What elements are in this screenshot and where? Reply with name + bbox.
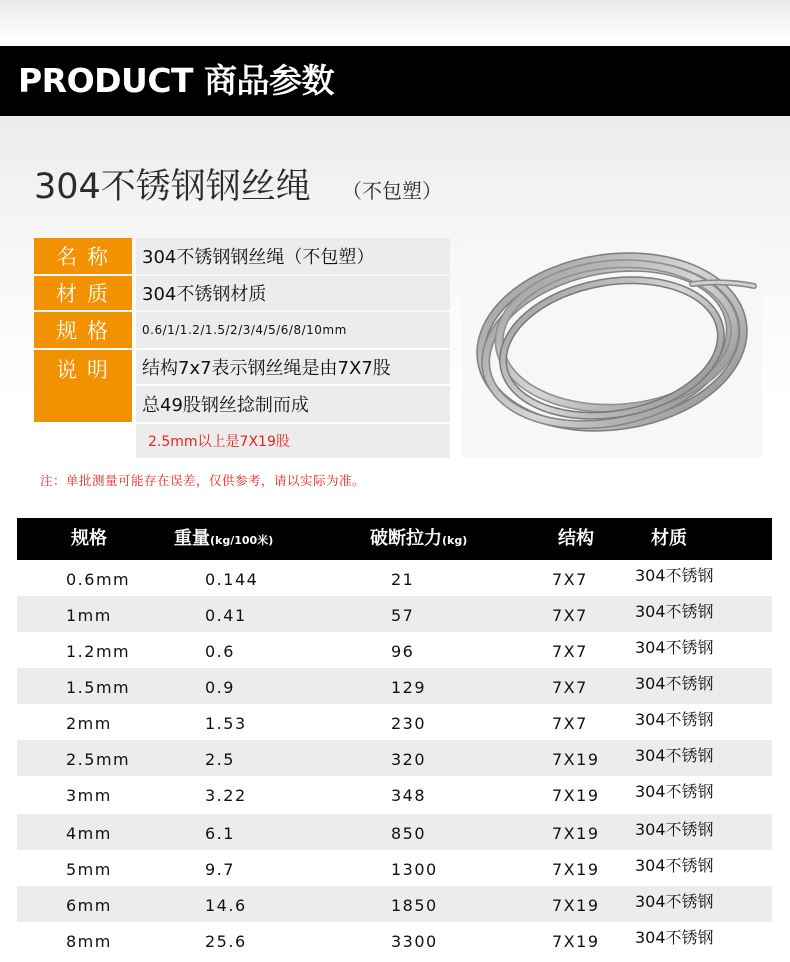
cell-spec: 1.2mm — [66, 642, 131, 661]
cell-weight: 0.9 — [205, 678, 235, 697]
cell-force: 1850 — [391, 896, 438, 915]
cell-spec: 4mm — [66, 824, 112, 843]
cell-weight: 14.6 — [205, 896, 247, 915]
header-spec: 规格 — [71, 528, 107, 549]
cell-structure: 7X19 — [552, 750, 600, 769]
table-row — [17, 740, 772, 776]
header-breaking-force: 破断拉力(kg) — [370, 528, 468, 549]
top-shade — [0, 0, 790, 40]
cell-force: 96 — [391, 642, 415, 661]
table-row — [17, 776, 772, 812]
cell-weight: 0.41 — [205, 606, 247, 625]
table-row — [17, 850, 772, 886]
cell-spec: 2mm — [66, 714, 112, 733]
cell-structure: 7X19 — [552, 786, 600, 805]
cell-weight: 1.53 — [205, 714, 247, 733]
cell-spec: 8mm — [66, 932, 112, 951]
cell-material: 304不锈钢 — [635, 566, 714, 585]
cell-material: 304不锈钢 — [635, 638, 714, 657]
cell-weight: 9.7 — [205, 860, 235, 879]
cell-structure: 7X19 — [552, 896, 600, 915]
cell-spec: 5mm — [66, 860, 112, 879]
cell-material: 304不锈钢 — [635, 674, 714, 693]
cell-force: 21 — [391, 570, 415, 589]
cell-weight: 0.144 — [205, 570, 259, 589]
banner-title: PRODUCT 商品参数 — [18, 61, 335, 100]
spec-label-material: 材质 — [34, 276, 132, 310]
header-structure: 结构 — [558, 528, 594, 549]
cell-structure: 7X7 — [552, 714, 588, 733]
cell-structure: 7X19 — [552, 824, 600, 843]
cell-material: 304不锈钢 — [635, 856, 714, 875]
header-material: 材质 — [651, 528, 687, 549]
cell-weight: 3.22 — [205, 786, 247, 805]
cell-structure: 7X19 — [552, 860, 600, 879]
product-note: （不包塑） — [342, 179, 442, 203]
header-weight: 重量(kg/100米) — [174, 528, 274, 549]
cell-structure: 7X7 — [552, 570, 588, 589]
cell-structure: 7X7 — [552, 606, 588, 625]
cell-material: 304不锈钢 — [635, 892, 714, 911]
cell-weight: 25.6 — [205, 932, 247, 951]
spec-value-size: 0.6/1/1.2/1.5/2/3/4/5/6/8/10mm — [136, 312, 450, 348]
table-row — [17, 704, 772, 740]
cell-material: 304不锈钢 — [635, 782, 714, 801]
spec-label-description: 说明 — [34, 350, 132, 422]
cell-weight: 6.1 — [205, 824, 235, 843]
cell-weight: 2.5 — [205, 750, 235, 769]
table-row — [17, 632, 772, 668]
cell-force: 230 — [391, 714, 427, 733]
title-banner — [0, 46, 790, 116]
spec-value-description-line2: 总49股钢丝捻制而成 — [136, 386, 450, 422]
cell-spec: 6mm — [66, 896, 112, 915]
cell-force: 129 — [391, 678, 427, 697]
disclaimer: 注：单批测量可能存在误差，仅供参考，请以实际为准。 — [40, 473, 366, 488]
cell-material: 304不锈钢 — [635, 820, 714, 839]
cell-structure: 7X7 — [552, 642, 588, 661]
spec-value-description-line1: 结构7x7表示钢丝绳是由7X7股 — [136, 350, 450, 384]
cell-spec: 3mm — [66, 786, 112, 805]
spec-value-name: 304不锈钢钢丝绳（不包塑） — [136, 238, 450, 274]
table-row — [17, 596, 772, 632]
cell-material: 304不锈钢 — [635, 602, 714, 621]
cell-force: 348 — [391, 786, 427, 805]
cell-force: 850 — [391, 824, 427, 843]
cell-material: 304不锈钢 — [635, 928, 714, 947]
cell-structure: 7X19 — [552, 932, 600, 951]
table-row — [17, 814, 772, 850]
spec-table — [17, 518, 772, 960]
cell-material: 304不锈钢 — [635, 746, 714, 765]
spec-label-name: 名称 — [34, 238, 132, 274]
cell-force: 1300 — [391, 860, 438, 879]
table-row — [17, 560, 772, 596]
cell-force: 3300 — [391, 932, 438, 951]
cell-weight: 0.6 — [205, 642, 235, 661]
wire-rope-image — [462, 236, 762, 458]
spec-value-description-note: 2.5mm以上是7X19股 — [136, 424, 450, 458]
product-name: 304不锈钢钢丝绳 — [34, 167, 311, 207]
spec-label-size: 规格 — [34, 312, 132, 348]
cell-force: 320 — [391, 750, 427, 769]
table-row — [17, 922, 772, 958]
cell-structure: 7X7 — [552, 678, 588, 697]
spec-value-material: 304不锈钢材质 — [136, 276, 450, 310]
cell-spec: 0.6mm — [66, 570, 131, 589]
cell-spec: 1.5mm — [66, 678, 131, 697]
table-row — [17, 668, 772, 704]
cell-spec: 2.5mm — [66, 750, 131, 769]
cell-spec: 1mm — [66, 606, 112, 625]
table-row — [17, 886, 772, 922]
cell-material: 304不锈钢 — [635, 710, 714, 729]
cell-force: 57 — [391, 606, 415, 625]
table-header — [17, 518, 772, 560]
